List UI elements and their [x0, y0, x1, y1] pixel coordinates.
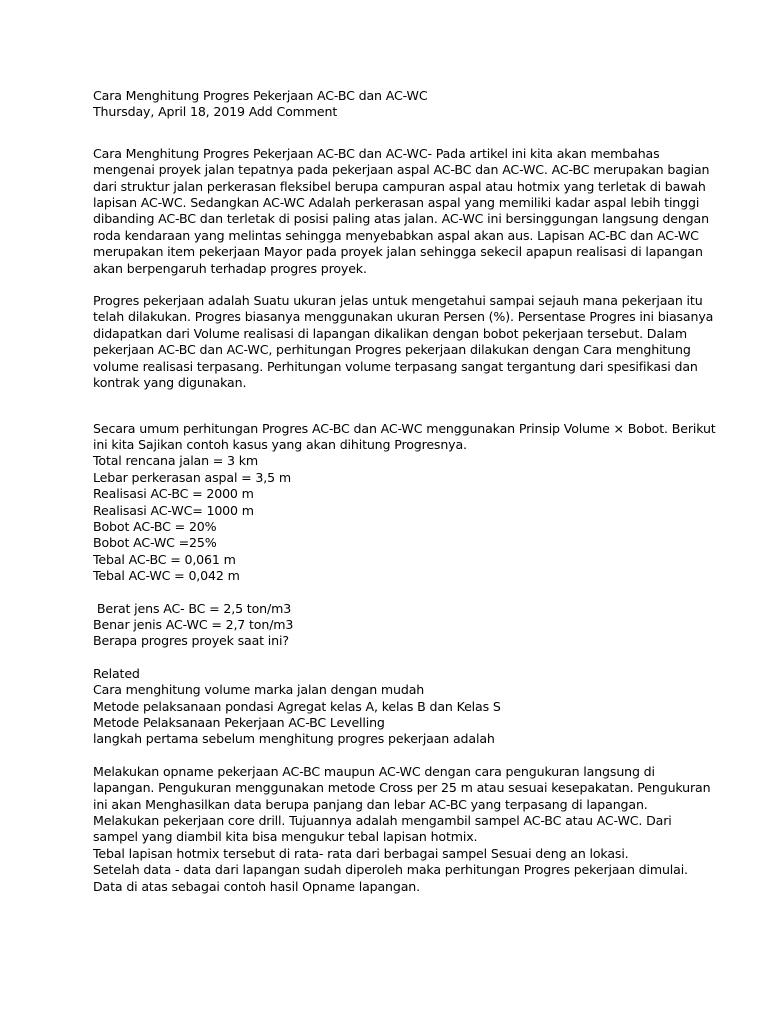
- density-list: [93, 601, 693, 650]
- related-link[interactable]: Metode Pelaksanaan Pekerjaan AC-BC Levelling: [93, 715, 385, 730]
- spacer: [93, 585, 693, 601]
- article-date-line: Thursday, April 18, 2019 Add Comment: [93, 104, 338, 120]
- paragraph-line: merupakan item pekerjaan Mayor pada proyek jalan sehingga sekecil apapun realisasi di lapangan: [93, 244, 703, 260]
- paragraph-line: Setelah data - data dari lapangan sudah diperoleh maka perhitungan Progres pekerjaan dimulai.: [93, 862, 688, 878]
- paragraph-intro: [93, 145, 710, 277]
- spacer: [93, 748, 693, 764]
- paragraph-line: akan berpengaruh terhadap progres proyek.: [93, 260, 367, 276]
- paragraph-line: sampel yang diambil kita bisa mengukur tebal lapisan hotmix.: [93, 829, 478, 845]
- case-data-item: Lebar perkerasan aspal = 3,5 m: [93, 469, 291, 485]
- case-question: Berapa progres proyek saat ini?: [93, 633, 289, 649]
- case-data-item: Tebal AC-BC = 0,061 m: [93, 551, 236, 567]
- paragraph-line: Melakukan pekerjaan core drill. Tujuannya adalah mengambil sampel AC-BC atau AC-WC. Dari: [93, 813, 672, 829]
- paragraph-line: volume realisasi terpasang. Perhitungan volume terpasang sangat tergantung dari spesifikasi dan: [93, 358, 698, 374]
- paragraph-line: mengenai proyek jalan tepatnya pada pekerjaan aspal AC-BC dan AC-WC. AC-BC merupakan bagian: [93, 162, 710, 178]
- paragraph-case-intro: [93, 420, 716, 454]
- paragraph-line: ini kita Sajikan contoh kasus yang akan dihitung Progresnya.: [93, 436, 467, 452]
- spacer: [93, 121, 693, 146]
- density-item: Berat jens AC- BC = 2,5 ton/m3: [93, 600, 292, 616]
- related-heading: Related: [93, 665, 140, 681]
- paragraph-line: kontrak yang digunakan.: [93, 375, 247, 391]
- paragraph-line: Melakukan opname pekerjaan AC-BC maupun AC-WC dengan cara pengukuran langsung di: [93, 763, 655, 779]
- paragraph-opname: [93, 763, 711, 895]
- article-title: Cara Menghitung Progres Pekerjaan AC-BC dan AC-WC: [93, 88, 428, 103]
- paragraph-line: Progres pekerjaan adalah Suatu ukuran jelas untuk mengetahui sampai sejauh mana pekerjaan itu: [93, 293, 703, 309]
- case-data-item: Realisasi AC-BC = 2000 m: [93, 486, 254, 502]
- paragraph-line: pekerjaan AC-BC dan AC-WC, perhitungan Progres pekerjaan dilakukan dengan Cara menghitung: [93, 342, 691, 358]
- case-data-item: Bobot AC-WC =25%: [93, 535, 217, 551]
- case-data-item: Tebal AC-WC = 0,042 m: [93, 568, 240, 584]
- case-data-item: Realisasi AC-WC= 1000 m: [93, 502, 254, 518]
- paragraph-line: didapatkan dari Volume realisasi di lapangan dikalikan dengan bobot pekerjaan tersebut. Dalam: [93, 325, 687, 341]
- paragraph-line: ini akan Menghasilkan data berupa panjang dan lebar AC-BC yang terpasang di lapangan.: [93, 796, 648, 812]
- paragraph-line: roda kendaraan yang melintas sehingga menyebabkan aspal akan aus. Lapisan AC-BC dan AC-WC: [93, 227, 699, 243]
- related-link[interactable]: Metode pelaksanaan pondasi Agregat kelas A, kelas B dan Kelas S: [93, 698, 501, 714]
- paragraph-line: Data di atas sebagai contoh hasil Opname lapangan.: [93, 878, 420, 894]
- case-data-item: Bobot AC-BC = 20%: [93, 518, 217, 534]
- paragraph-line: dibanding AC-BC dan terletak di posisi paling atas jalan. AC-WC ini bersinggungan langsung dengan: [93, 211, 709, 227]
- related-link[interactable]: langkah pertama sebelum menghitung progres pekerjaan adalah: [93, 731, 495, 747]
- paragraph-line: telah dilakukan. Progres biasanya menggunakan ukuran Persen (%). Persentase Progres ini biasanya: [93, 309, 714, 325]
- spacer: [93, 650, 693, 666]
- paragraph-line: Tebal lapisan hotmix tersebut di rata- rata dari berbagai sampel Sesuai deng an lokasi.: [93, 845, 629, 861]
- paragraph-line: lapisan AC-WC. Sedangkan AC-WC Adalah perkerasan aspal yang memiliki kadar aspal lebih tinggi: [93, 195, 700, 211]
- paragraph-line: lapangan. Pengukuran menggunakan metode Cross per 25 m atau sesuai kesepakatan. Pengukuran: [93, 780, 711, 796]
- density-item: Benar jenis AC-WC = 2,7 ton/m3: [93, 616, 294, 632]
- case-data-list: [93, 453, 693, 584]
- related-link[interactable]: Cara menghitung volume marka jalan dengan mudah: [93, 682, 425, 698]
- paragraph-line: Secara umum perhitungan Progres AC-BC dan AC-WC menggunakan Prinsip Volume × Bobot. Berikut: [93, 420, 716, 436]
- spacer: [93, 392, 693, 421]
- related-section: [93, 666, 693, 748]
- spacer: [93, 277, 693, 293]
- paragraph-line: dari struktur jalan perkerasan fleksibel berupa campuran aspal atau hotmix yang terletak di bawah: [93, 178, 706, 194]
- document-body: [93, 88, 716, 895]
- paragraph-line: Cara Menghitung Progres Pekerjaan AC-BC dan AC-WC- Pada artikel ini kita akan membahas: [93, 145, 660, 161]
- case-data-item: Total rencana jalan = 3 km: [93, 453, 259, 469]
- paragraph-progress-definition: [93, 293, 714, 391]
